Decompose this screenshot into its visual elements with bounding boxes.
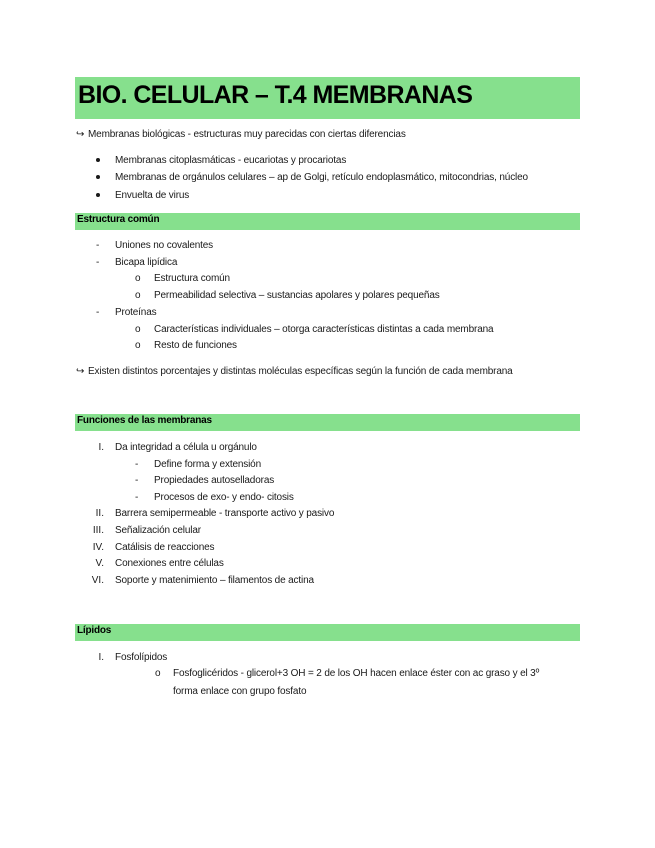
sub-list-item: Características individuales – otorga características distintas a cada membrana	[154, 324, 494, 335]
list-item: Fosfolípidos	[115, 652, 168, 663]
list-item: Conexiones entre células	[115, 558, 224, 569]
section-heading-lipidos	[75, 624, 580, 641]
circle-marker: o	[135, 340, 141, 351]
dash-marker: -	[135, 492, 139, 503]
roman-numeral: II.	[95, 508, 104, 519]
arrow-icon: ↪	[76, 366, 85, 377]
list-item: Catálisis de reacciones	[115, 542, 215, 553]
dash-marker: -	[135, 459, 139, 470]
sub-list-item: Estructura común	[154, 273, 230, 284]
sub-list-item-continuation: forma enlace con grupo fosfato	[173, 686, 307, 697]
title-banner	[75, 77, 580, 119]
list-item: Uniones no covalentes	[115, 240, 214, 251]
circle-marker: o	[135, 290, 141, 301]
sub-list-item: Propiedades autoselladoras	[154, 475, 275, 486]
sub-list-item: Resto de funciones	[154, 340, 237, 351]
section-heading-funciones	[75, 414, 580, 431]
bullet-item: Envuelta de virus	[115, 190, 190, 201]
list-item: Soporte y matenimiento – filamentos de actina	[115, 575, 314, 586]
bullet-dot	[96, 158, 100, 162]
roman-numeral: I.	[98, 652, 104, 663]
circle-marker: o	[135, 324, 141, 335]
list-item: Señalización celular	[115, 525, 201, 536]
page-title: BIO. CELULAR – T.4 MEMBRANAS	[78, 81, 473, 109]
sub-list-item: Permeabilidad selectiva – sustancias apolares y polares pequeñas	[154, 290, 440, 301]
circle-marker: o	[135, 273, 141, 284]
section-heading-text: Lípidos	[77, 625, 112, 636]
roman-numeral: V.	[95, 558, 104, 569]
bullet-item: Membranas de orgánulos celulares – ap de Golgi, retículo endoplasmático, mitocondrias, núcleo	[115, 172, 528, 183]
bullet-dot	[96, 193, 100, 197]
list-item: Proteínas	[115, 307, 157, 318]
roman-numeral: IV.	[92, 542, 104, 553]
sub-list-item: Fosfoglicéridos - glicerol+3 OH = 2 de los OH hacen enlace éster con ac graso y el 3º	[173, 668, 540, 679]
list-item: Bicapa lipídica	[115, 257, 178, 268]
sub-list-item: Define forma y extensión	[154, 459, 262, 470]
arrow-icon: ↪	[76, 129, 85, 140]
roman-numeral: I.	[98, 442, 104, 453]
section-heading-estructura	[75, 213, 580, 230]
dash-marker: -	[135, 475, 139, 486]
intro-text: Membranas biológicas - estructuras muy parecidas con ciertas diferencias	[88, 129, 406, 140]
section-heading-text: Estructura común	[77, 214, 160, 225]
section-heading-text: Funciones de las membranas	[77, 415, 212, 426]
note-text: Existen distintos porcentajes y distintas moléculas específicas según la función de cada membrana	[88, 366, 513, 377]
bullet-dot	[96, 175, 100, 179]
circle-marker: o	[155, 668, 161, 679]
dash-marker: -	[96, 257, 100, 268]
list-item: Da integridad a célula u orgánulo	[115, 442, 257, 453]
bullet-item: Membranas citoplasmáticas - eucariotas y procariotas	[115, 155, 347, 166]
roman-numeral: III.	[92, 525, 104, 536]
dash-marker: -	[96, 307, 100, 318]
roman-numeral: VI.	[91, 575, 104, 586]
sub-list-item: Procesos de exo- y endo- citosis	[154, 492, 294, 503]
list-item: Barrera semipermeable - transporte activo y pasivo	[115, 508, 335, 519]
dash-marker: -	[96, 240, 100, 251]
